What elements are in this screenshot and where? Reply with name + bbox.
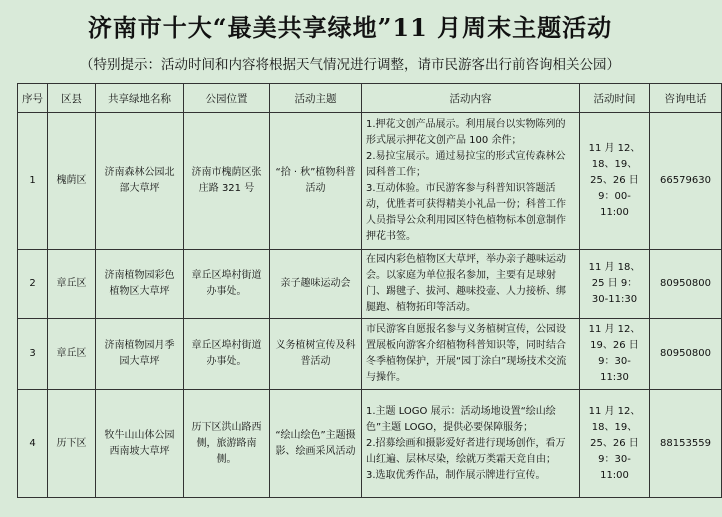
content-line: 1.主题 LOGO 展示：活动场地设置“绘山绘色”主题 LOGO，提供必要保障服务；	[366, 405, 556, 433]
cell-content	[362, 250, 580, 319]
cell-location: 章丘区埠村街道办事处。	[184, 319, 270, 390]
cell-theme: “拾 · 秋”植物科普活动	[270, 113, 362, 250]
cell-content	[362, 319, 580, 390]
header-phone: 咨询电话	[650, 84, 722, 113]
content-line: 2.招募绘画和摄影爱好者进行现场创作，看万山红遍、层林尽染，绘就万类霜天竞自由；	[366, 437, 566, 465]
content-line: 在园内彩色植物区大草坪，举办亲子趣味运动会。以家庭为单位报名参加，主要有足球射门、踢毽子、拔河、趣味投壶、人力接桥、绑腿跑、植物拓印等活动。	[366, 254, 566, 313]
cell-district: 历下区	[48, 390, 96, 498]
cell-time: 11 月 12、18、19、25、26 日 9：00-11:00	[580, 113, 650, 250]
cell-phone: 80950800	[650, 250, 722, 319]
cell-name: 济南植物园月季园大草坪	[96, 319, 184, 390]
content-line: 1.押花文创产品展示。利用展台以实物陈列的形式展示押花文创产品 100 余件；	[366, 119, 566, 146]
header-theme: 活动主题	[270, 84, 362, 113]
cell-time: 11 月 12、18、19、25、26 日 9：30-11:00	[580, 390, 650, 498]
header-no: 序号	[18, 84, 48, 113]
cell-theme: 亲子趣味运动会	[270, 250, 362, 319]
cell-time: 11 月 12、19、26 日 9：30-11:30	[580, 319, 650, 390]
cell-content	[362, 390, 580, 498]
cell-no: 3	[18, 319, 48, 390]
cell-phone: 66579630	[650, 113, 722, 250]
table-row	[18, 113, 722, 250]
header-location: 公园位置	[184, 84, 270, 113]
header-name: 共享绿地名称	[96, 84, 184, 113]
cell-district: 章丘区	[48, 319, 96, 390]
table-row	[18, 390, 722, 498]
cell-phone: 88153559	[650, 390, 722, 498]
cell-location: 济南市槐荫区张庄路 321 号	[184, 113, 270, 250]
cell-district: 章丘区	[48, 250, 96, 319]
table-row	[18, 250, 722, 319]
cell-location: 章丘区埠村街道办事处。	[184, 250, 270, 319]
cell-no: 1	[18, 113, 48, 250]
header-time: 活动时间	[580, 84, 650, 113]
cell-theme: “绘山绘色”主题摄影、绘画采风活动	[270, 390, 362, 498]
cell-location: 历下区洪山路西侧，旅游路南侧。	[184, 390, 270, 498]
cell-theme: 义务植树宣传及科普活动	[270, 319, 362, 390]
activity-table	[17, 83, 722, 498]
cell-name: 济南植物园彩色植物区大草坪	[96, 250, 184, 319]
content-line: 2.易拉宝展示。通过易拉宝的形式宣传森林公园科普工作；	[366, 151, 566, 178]
content-line: 3.互动体验。市民游客参与科普知识答题活动，优胜者可获得精美小礼品一份；科普工作人员指导公众利用园区特色植物标本创意制作押花书签。	[366, 183, 566, 242]
header-content: 活动内容	[362, 84, 580, 113]
cell-no: 2	[18, 250, 48, 319]
content-line: 3.选取优秀作品，制作展示牌进行宣传。	[366, 469, 546, 481]
page-title: 济南市十大“最美共享绿地”11 月周末主题活动	[87, 13, 613, 42]
page-subtitle: （特别提示：活动时间和内容将根据天气情况进行调整，请市民游客出行前咨询相关公园）	[80, 57, 620, 73]
cell-time: 11 月 18、25 日 9：30-11:30	[580, 250, 650, 319]
header-district: 区县	[48, 84, 96, 113]
cell-name: 牧牛山山体公园西南坡大草坪	[96, 390, 184, 498]
cell-name: 济南森林公园北部大草坪	[96, 113, 184, 250]
table-row	[18, 319, 722, 390]
table-header-row	[18, 84, 722, 113]
cell-district: 槐荫区	[48, 113, 96, 250]
cell-no: 4	[18, 390, 48, 498]
content-line: 市民游客自愿报名参与义务植树宣传，公园设置展板向游客介绍植物科普知识等，同时结合冬季植物保护，开展“园丁涂白”现场技术交流与操作。	[366, 324, 567, 383]
cell-phone: 80950800	[650, 319, 722, 390]
cell-content	[362, 113, 580, 250]
